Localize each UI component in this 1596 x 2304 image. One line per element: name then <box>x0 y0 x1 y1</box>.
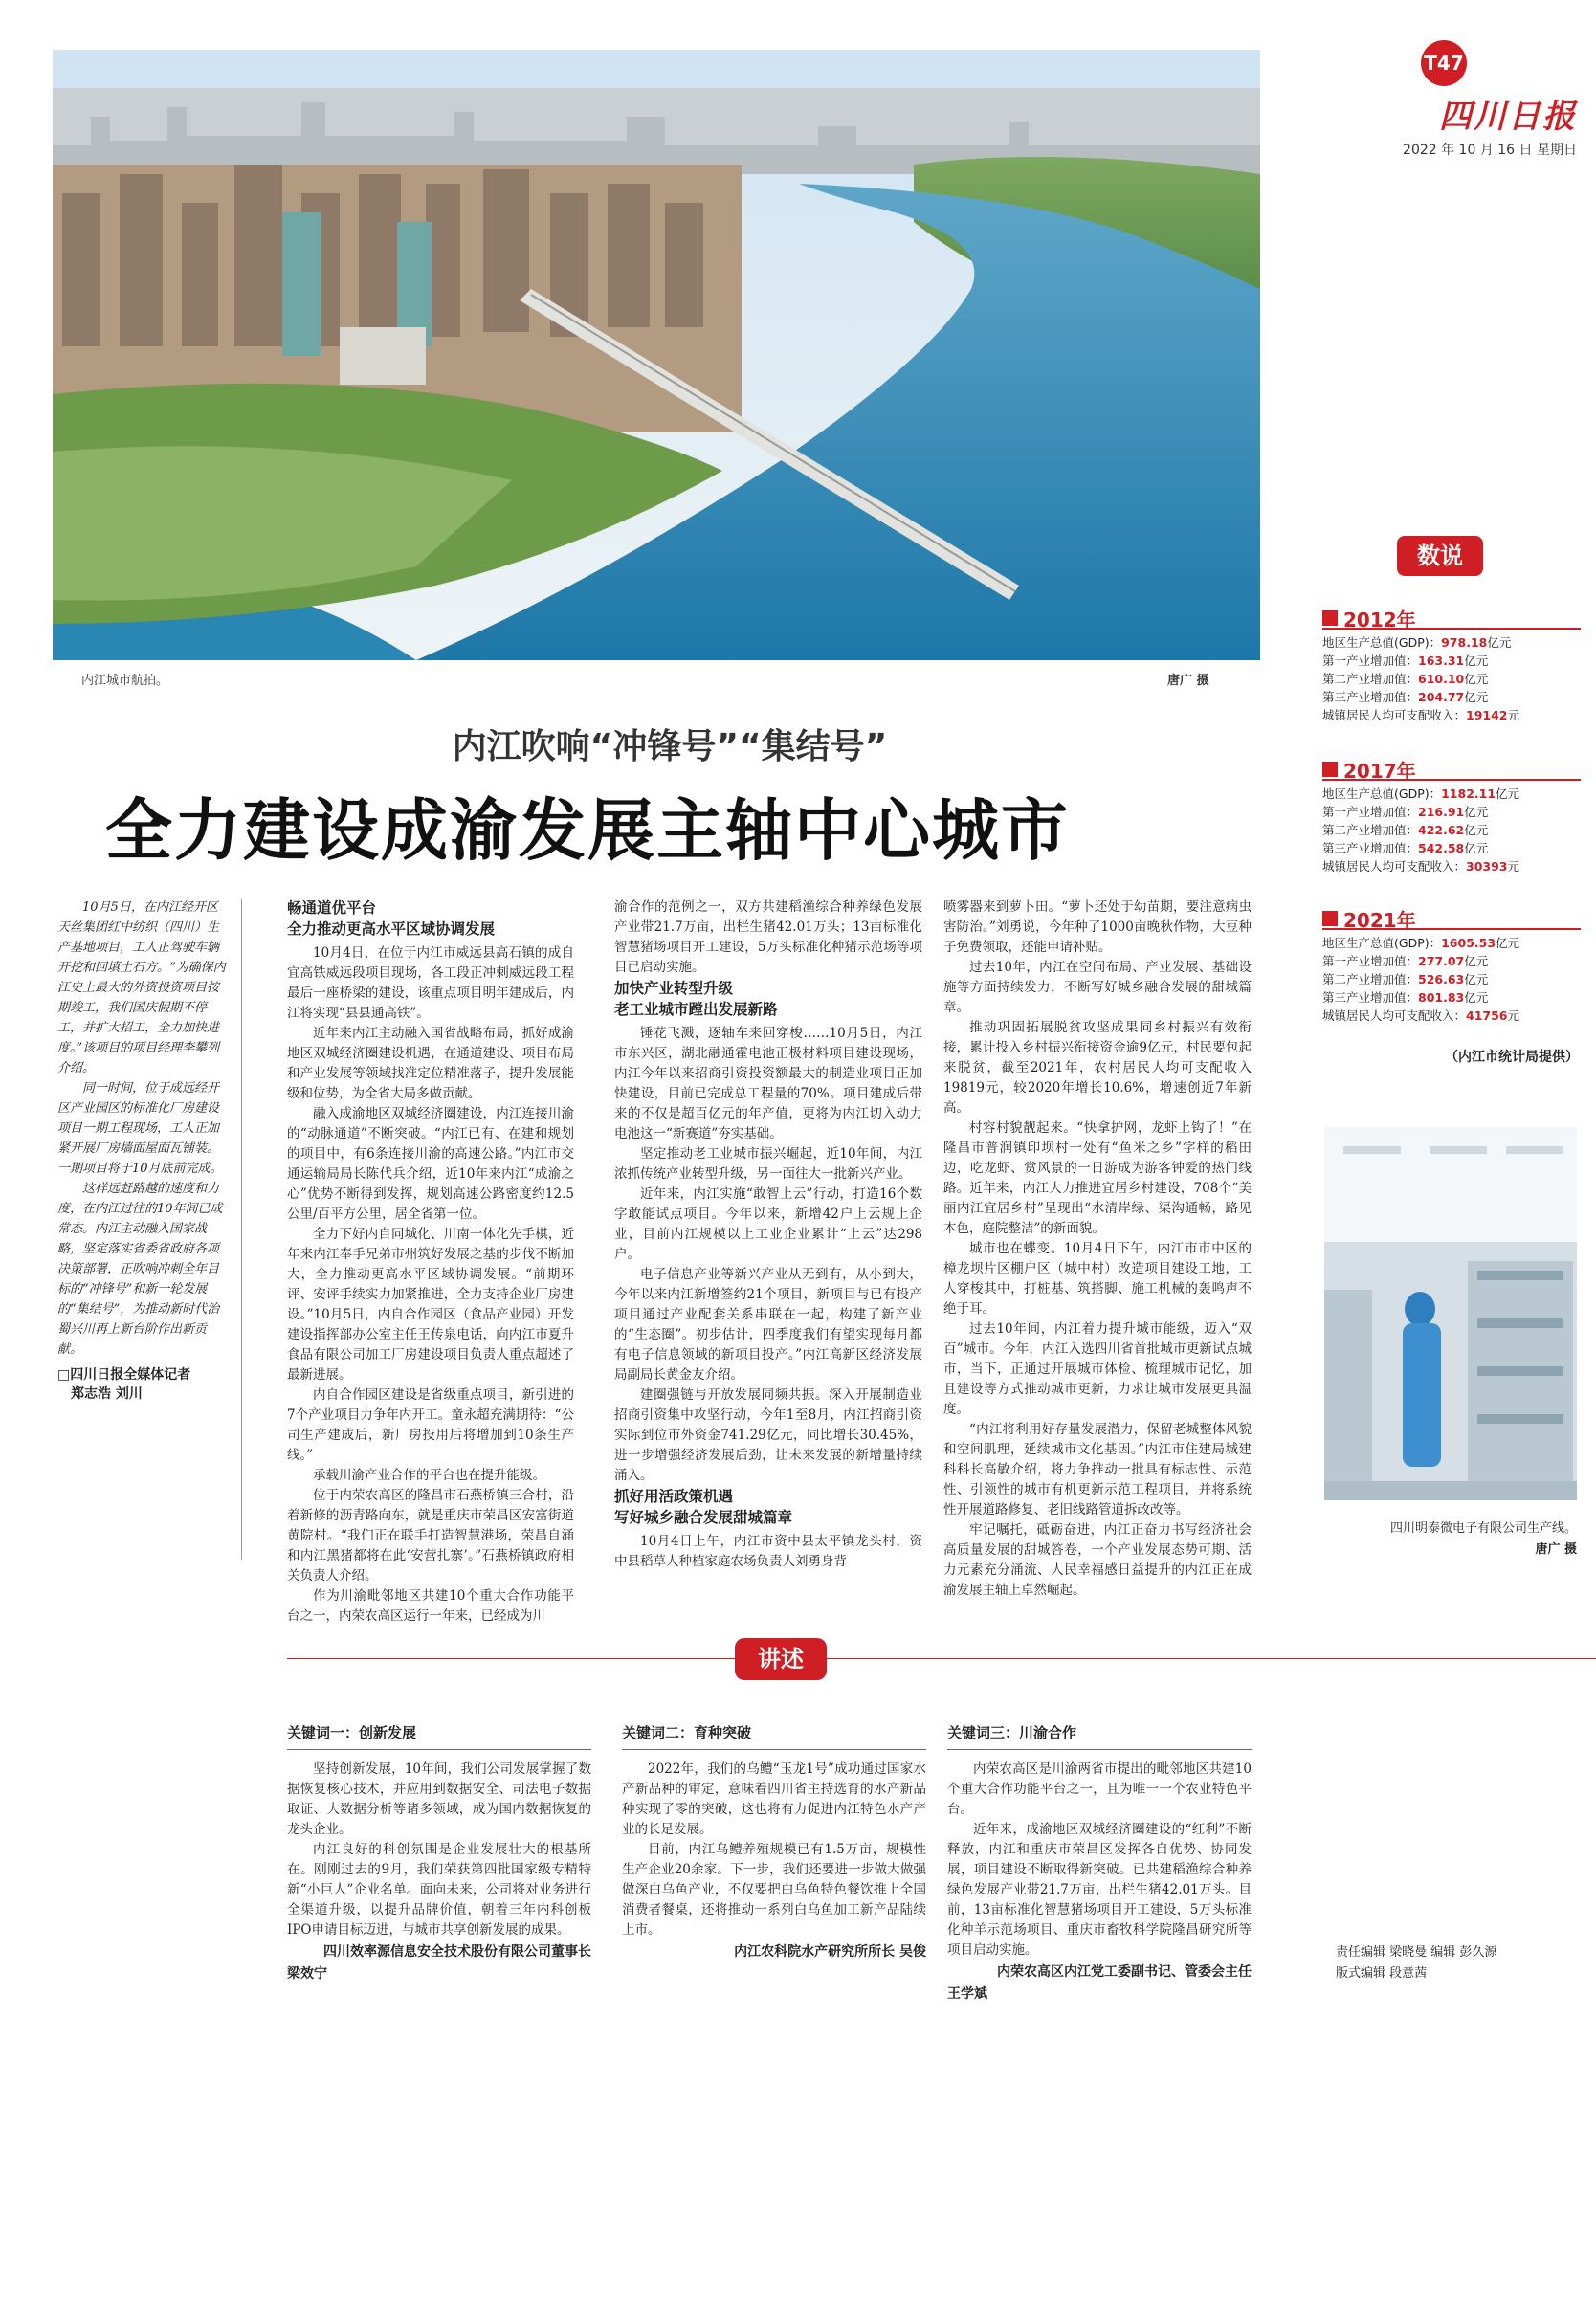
article-paragraph: 牢记嘱托，砥砺奋进，内江正奋力书写经济社会高质量发展的甜城答卷，一个产业发展态势可期、活力元素充分涌流、人民幸福感日益提升的内江正在成渝发展主轴上卓然崛起。 <box>943 1522 1252 1598</box>
stat-row: 第二产业增加值：526.63亿元 <box>1322 972 1489 986</box>
keyword-title: 关键词三：川渝合作 <box>947 1722 1252 1750</box>
stat-row: 第三产业增加值：204.77亿元 <box>1322 690 1489 704</box>
article-paragraph: 位于内荣农高区的隆昌市石燕桥镇三合村，沿着新修的沥青路向东，就是重庆市荣昌区安富街道黄院村。“我们正在联手打造智慧港场，荣昌自涌和内江黑猪都将在此‘安营扎寨’。”石燕桥镇政府相关负责人介绍。 <box>287 1488 574 1584</box>
stat-row: 第二产业增加值：422.62亿元 <box>1322 823 1489 837</box>
factory-photo <box>1324 1127 1577 1500</box>
article-paragraph: 承载川渝产业合作的平台也在提升能级。 <box>313 1468 545 1483</box>
main-photo-caption: 内江城市航拍。 <box>81 674 169 688</box>
article-paragraph: 融入成渝地区双城经济圈建设，内江连接川渝的“动脉通道”不断突破。“内江已有、在建和规划的项目中，有6条连接川渝的高速公路。”内江市交通运输局局长陈代兵介绍，近10年来内江“成渝之心”优势不断得到发挥，规划高速公路密度约12.5公里/百平方公里，居全省第一位。 <box>287 1106 574 1222</box>
article-paragraph: 过去10年，内江在空间布局、产业发展、基础设施等方面持续发力，不断写好城乡融合发展的甜城篇章。 <box>943 960 1252 1015</box>
testimony-1 <box>287 1722 591 1984</box>
testimony-signature: 内荣农高区内江党工委副书记、管委会主任 <box>997 1964 1252 1980</box>
subheading: 畅通道优平台 <box>287 899 377 917</box>
article-column-1 <box>287 897 574 1627</box>
aerial-city-image <box>53 50 1260 660</box>
testimony-signature: 内江农科院水产研究所所长 吴俊 <box>734 1944 926 1960</box>
stat-row: 第一产业增加值：163.31亿元 <box>1322 654 1489 668</box>
article-paragraph: 锤花飞溅，逐轴车来回穿梭……10月5日，内江市东兴区，湖北融通霍电池正极材料项目建设现场，内江今年以来招商引资投资额最大的制造业项目正加快建设，目前已完成总工程量的70%。项目建成后带来的不仅是超百亿元的年产值，更将为内江切入动力电池这一“新赛道”夯实基础。 <box>614 1026 922 1141</box>
keyword-title: 关键词一：创新发展 <box>287 1722 591 1750</box>
landscape-illustration <box>0 1971 1596 2304</box>
stat-row: 第一产业增加值：277.07亿元 <box>1322 954 1489 968</box>
main-photo <box>53 50 1260 660</box>
stat-row: 城镇居民人均可支配收入：30393元 <box>1322 859 1520 874</box>
testimony-2 <box>622 1722 926 1962</box>
article-paragraph: 内自合作园区建设是省级重点项目，新引进的7个产业项目力争年内开工。童永超充满期待：“公司生产建成后，新厂房投用后将增加到10条生产线。” <box>287 1387 574 1463</box>
testimony-signature: 王学斌 <box>947 1986 987 2002</box>
testimony-paragraph: 内江良好的科创氛围是企业发展壮大的根基所在。刚刚过去的9月，我们荣获第四批国家级专精特新“小巨人”企业名单。面向未来，公司将对业务进行全渠道升级，以提升品牌价值，朝着三年内科创板IPO申请目标迈进，与城市共享创新发展的成果。 <box>287 1842 591 1938</box>
stat-row: 地区生产总值(GDP)：978.18亿元 <box>1322 635 1512 650</box>
testimony-paragraph: 目前，内江乌鳢养殖规模已有1.5万亩，规模性生产企业20余家。下一步，我们还要进一步做大做强做深白乌鱼产业，不仅要把白乌鱼特色餐饮推上全国消费者餐桌，还将推动一系列白乌鱼加工新产品陆续上市。 <box>622 1842 926 1938</box>
stat-row: 第一产业增加值：216.91亿元 <box>1322 805 1489 819</box>
stat-row: 第三产业增加值：542.58亿元 <box>1322 841 1489 855</box>
subheading: 抓好用活政策机遇 <box>614 1488 734 1505</box>
testimony-signature: 四川效率源信息安全技术股份有限公司董事长 <box>323 1944 591 1960</box>
editor-credits: 责任编辑 梁晓曼 编辑 彭久源 版式编辑 段意茜 <box>1336 1945 1497 1981</box>
column-divider <box>241 899 242 1560</box>
stat-row: 城镇居民人均可支配收入：19142元 <box>1322 708 1520 722</box>
lead-paragraph: 10月5日，在内江经开区天丝集团红中纺织（四川）生产基地项目，工人正驾驶车辆开挖和回填土石方。“为确保内江史上最大的外资投资项目按期竣工，我们国庆假期不停工，并扩大招工，全力加快进度。”该项目的项目经理李攀列介绍。 <box>57 900 226 1075</box>
stats-source: （内江市统计局提供） <box>1445 1050 1579 1065</box>
article-paragraph: 作为川渝毗邻地区共建10个重大合作功能平台之一，内荣农高区运行一年来，已经成为川 <box>287 1588 574 1624</box>
article-paragraph: 10月4日，在位于内江市威远县高石镇的成自宜高铁威远段项目现场，各工段正冲刺威远段工程最后一座桥梁的建设，该重点项目明年建成后，内江将实现“县县通高铁”。 <box>287 945 574 1021</box>
lead-paragraph: 这样远赶路越的速度和力度，在内江过往的10年间已成常态。内江主动融入国家战略，坚定落实省委省政府各项决策部署，正吹响冲刺全年目标的“冲锋号”和新一轮发展的“集结号”，为推动新时代治蜀兴川再上新台阶作出新贡献。 <box>57 1182 223 1357</box>
article-paragraph: 建圈强链与开放发展同频共振。深入开展制造业招商引资集中攻坚行动，今年1至8月，内江招商引资实际到位市外资金741.29亿元，同比增长30.45%，进一步增强经济发展后劲，让未来发展的新增量持续涌入。 <box>614 1387 922 1483</box>
year-marker-icon <box>1322 610 1338 626</box>
main-photo-credit: 唐广 摄 <box>1167 674 1209 688</box>
article-paragraph: 渝合作的范例之一，双方共建稻渔综合种养绿色发展产业带21.7万亩，出栏生猪42.01万头；13亩标准化智慧猪场项目开工建设，5万头标准化种猪示范场等项目已启动实施。 <box>614 899 922 975</box>
page-headline: 全力建设成渝发展主轴中心城市 <box>105 791 1070 870</box>
article-paragraph: 全力下好内自同城化、川南一体化先手棋，近年来内江奉手兄弟市州筑好发展之基的步伐不断加大，全力推动更高水平区域协调发展。“前期环评、安评手续实力加紧推进，全力支持企业厂房建设。”10月5日，内自合作园区（食品产业园）开发建设指挥部办公室主任王传泉电话，向内江市夏升食品有限公司加工厂房建设项目负责人重点超述了最新进展。 <box>287 1227 574 1383</box>
testimony-paragraph: 近年来，成渝地区双城经济圈建设的“红利”不断释放，内江和重庆市荣昌区发挥各自优势、协同发展，项目建设不断取得新突破。已共建稻渔综合种养绿色发展产业带21.7万亩，出栏生猪42.01万头。目前，13亩标准化智慧猪场项目开工建设，5万头标准化种羊示范场项目、重庆市畜牧科学院隆昌研究所等项目启动实施。 <box>947 1822 1252 1958</box>
article-column-2 <box>614 897 922 1572</box>
article-paragraph: 坚定推动老工业城市振兴崛起，近10年间，内江浓抓传统产业转型升级，另一面往大一批新兴产业。 <box>614 1146 922 1182</box>
newspaper-logo: 四川日报 <box>1439 98 1577 136</box>
testimony-paragraph: 内荣农高区是川渝两省市提出的毗邻地区共建10个重大合作功能平台之一，且为唯一一个农业特色平台。 <box>947 1761 1252 1817</box>
stat-row: 地区生产总值(GDP)：1605.53亿元 <box>1322 936 1520 950</box>
article-paragraph: 10月4日上午，内江市资中县太平镇龙头村，资中县稻草人种植家庭农场负责人刘勇身背 <box>614 1534 922 1569</box>
factory-photo-caption: 四川明泰微电子有限公司生产线。 <box>1389 1521 1577 1536</box>
stats-year-title: 2012年 <box>1343 608 1416 631</box>
keyword-title: 关键词二：育种突破 <box>622 1722 926 1750</box>
stat-row: 第二产业增加值：610.10亿元 <box>1322 672 1489 686</box>
factory-image <box>1324 1127 1577 1500</box>
article-paragraph: “内江将利用好存量发展潜力，保留老城整体风貌和空间肌理，延续城市文化基因。”内江市住建局城建科科长高敏介绍，将力争推动一批具有标志性、示范性、引领性的城市有机更新示范工程项目，并将系统性开展道路修复、老旧线路管道拆改改等。 <box>943 1422 1252 1518</box>
subheading: 写好城乡融合发展甜城篇章 <box>614 1509 793 1526</box>
jiangshu-badge: 讲述 <box>735 1638 827 1680</box>
stats-badge: 数说 <box>1397 536 1483 576</box>
stats-year-block <box>1322 909 1581 1025</box>
article-paragraph: 推动巩固拓展脱贫攻坚成果同乡村振兴有效衔接，累计投入乡村振兴衔接资金逾9亿元，村民要包起来脱贫，截至2021年，农村居民人均可支配收入19819元，较2020年增长10.6%，增速创近7年新高。 <box>943 1020 1252 1116</box>
decorative-landscape <box>0 1971 1596 2304</box>
subheading: 老工业城市蹚出发展新路 <box>614 1001 778 1018</box>
article-paragraph: 城市也在蝶变。10月4日下午，内江市市中区的樟龙坝片区棚户区（城中村）改造项目建设工地，工人穿梭其中，打桩基、筑搭脚、施工机械的轰鸣声不绝于耳。 <box>943 1241 1252 1317</box>
page-number-badge: T47 <box>1421 40 1467 86</box>
section-rule <box>287 1658 1596 1659</box>
article-paragraph: 近年来内江主动融入国省战略布局，抓好成渝地区双城经济圈建设机遇，在通道建设、项目布局和产业发展等领域找准定位精准落子，提升发展能级和位势，为全省大局多做贡献。 <box>287 1026 574 1101</box>
issue-date: 2022 年 10 月 16 日 星期日 <box>1403 143 1577 158</box>
year-marker-icon <box>1322 911 1338 926</box>
article-paragraph: 电子信息产业等新兴产业从无到有，从小到大，今年以来内江新增签约21个项目，新项目与已有投产项目通过产业配套关系串联在一起，构建了新产业的“生态圈”。初步估计，四季度我们有望实现每月都有电子信息领域的新项目投产。”内江高新区经济发展局副局长黄金友介绍。 <box>614 1267 922 1383</box>
stat-row: 城镇居民人均可支配收入：41756元 <box>1322 1008 1520 1023</box>
stats-year-title: 2017年 <box>1343 759 1416 783</box>
stat-row: 地区生产总值(GDP)：1182.11亿元 <box>1322 786 1520 801</box>
article-paragraph: 村容村貌靓起来。“快拿护网，龙虾上钩了！”在隆昌市普润镇印坝村一处有“鱼米之乡”字样的稻田边，吃龙虾、赏风景的一日游成为游客钟爱的热门线路。近年来，内江大力推进宜居乡村建设，708个“美丽内江宜居乡村”呈现出“水清岸绿、渠沟通畅，路见本色，庭院整洁”的新面貌。 <box>943 1120 1252 1236</box>
subheading: 加快产业转型升级 <box>614 980 734 997</box>
stats-year-title: 2021年 <box>1343 908 1416 932</box>
year-marker-icon <box>1322 762 1338 777</box>
testimony-signature: 梁效宁 <box>287 1966 327 1982</box>
article-column-3 <box>943 897 1252 1601</box>
headline-kicker: 内江吹响“冲锋号”“集结号” <box>452 727 888 766</box>
factory-photo-credit: 唐广 摄 <box>1535 1542 1577 1557</box>
testimony-paragraph: 2022年，我们的乌鳢“玉龙1号”成功通过国家水产新品种的审定，意味着四川省主持选育的水产新品种实现了零的突破，这也将有力促进内江特色水产产业的长足发展。 <box>622 1761 926 1837</box>
byline: □四川日报全媒体记者 郑志浩 刘川 <box>57 1367 191 1402</box>
article-paragraph: 喷雾器来到萝卜田。“萝卜还处于幼苗期，要注意病虫害防治。”刘勇说，今年种了1000亩晚秋作物，大豆种子免费领取，还能申请补贴。 <box>943 899 1252 955</box>
article-paragraph: 近年来，内江实施“敢智上云”行动，打造16个数字敢能试点项目。今年以来，新增42户上云规上企业，目前内江规模以上工业企业累计“上云”达298户。 <box>614 1186 922 1262</box>
stats-year-block <box>1322 760 1581 875</box>
testimony-paragraph: 坚持创新发展，10年间，我们公司发展掌握了数据恢复核心技术，并应用到数据安全、司法电子数据取证、大数据分析等诸多领域，成为国内数据恢复的龙头企业。 <box>287 1761 591 1837</box>
testimony-3 <box>947 1722 1252 2005</box>
stat-row: 第三产业增加值：801.83亿元 <box>1322 990 1489 1005</box>
lead-paragraph: 同一时间，位于成远经开区产业园区的标准化厂房建设项目一期工程现场，工人正加紧开展厂房墙面屋面瓦铺装。一期项目将于10月底前完成。 <box>57 1081 223 1176</box>
stats-year-block <box>1322 609 1581 724</box>
article-paragraph: 过去10年间，内江着力提升城市能级，迈入“双百”城市。今年，内江入选四川省首批城市更新试点城市，当下，正通过开展城市体检、梳理城市记忆，加且建设等方式推动城市更新，力求让城市发展更具温度。 <box>943 1321 1252 1417</box>
subheading: 全力推动更高水平区域协调发展 <box>287 920 496 938</box>
lead-column <box>57 897 230 1404</box>
